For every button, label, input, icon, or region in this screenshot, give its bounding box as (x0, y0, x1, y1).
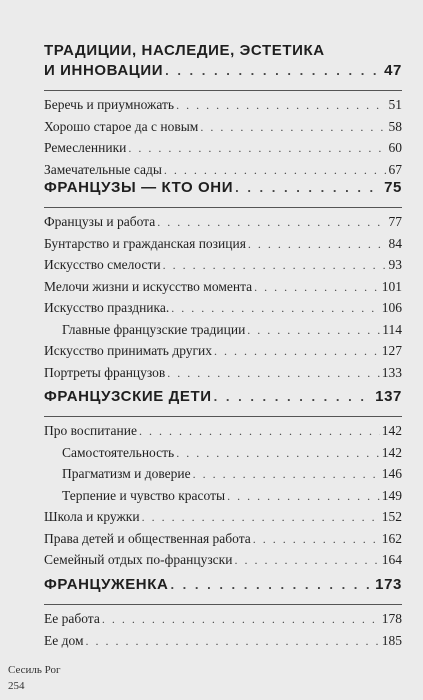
leader-dots (167, 366, 379, 381)
entry-page: 133 (381, 364, 402, 380)
toc-entry[interactable] (44, 300, 402, 322)
entry-page: 114 (382, 321, 402, 337)
leader-dots (214, 344, 380, 359)
entry-page: 84 (388, 235, 402, 251)
entry-page: 106 (381, 300, 402, 315)
toc-entry[interactable] (44, 236, 402, 258)
leader-dots (227, 489, 380, 504)
toc-entry[interactable] (44, 343, 402, 365)
leader-dots (102, 612, 380, 627)
entry-title: Ремесленники (44, 140, 127, 155)
leader-dots (193, 467, 380, 482)
entry-title: Мелочи жизни и искусство момента (44, 278, 253, 294)
section-heading-row[interactable] (44, 388, 402, 410)
leader-dots (163, 258, 387, 273)
entry-title: Искусство смелости (44, 257, 161, 272)
toc-entry[interactable] (44, 509, 402, 531)
leader-dots (170, 577, 373, 592)
entry-title: Школа и кружки (44, 509, 140, 524)
entry-title: Французы и работа (44, 214, 156, 229)
toc-entry[interactable] (44, 279, 402, 301)
section-heading-row[interactable] (44, 62, 402, 84)
entry-title: Искусство праздника. (44, 300, 170, 315)
leader-dots (157, 215, 386, 230)
leader-dots (247, 323, 380, 338)
section-page: 75 (384, 179, 402, 196)
entry-page: 149 (381, 487, 402, 503)
leader-dots (86, 634, 380, 649)
toc-subentry[interactable] (44, 445, 402, 467)
leader-dots (214, 389, 374, 404)
toc-entry[interactable] (44, 611, 402, 633)
leader-dots (200, 120, 386, 135)
entry-title: Самостоятельность (62, 444, 175, 460)
entry-page: 142 (381, 423, 402, 438)
entry-page: 142 (381, 444, 402, 460)
leader-dots (248, 237, 387, 252)
section-page: 137 (375, 388, 402, 405)
entry-title: Ее дом (44, 632, 84, 648)
entry-title: Терпение и чувство красоты (62, 487, 226, 503)
entry-page: 93 (388, 257, 402, 272)
toc-section (44, 576, 402, 654)
running-footer-author: Сесиль Рог (8, 664, 61, 676)
leader-dots (165, 63, 382, 78)
entry-page: 51 (388, 97, 402, 112)
section-heading: ФРАНЦУЖЕНКА (44, 576, 169, 593)
entry-page: 77 (388, 214, 402, 229)
entry-title: Главные французские традиции (62, 321, 246, 337)
entry-title: Беречь и приумножать (44, 97, 175, 112)
entry-page: 101 (381, 278, 402, 294)
toc-entry[interactable] (44, 119, 402, 141)
entry-page: 185 (381, 632, 402, 648)
toc-section (44, 388, 402, 574)
toc-subentry[interactable] (44, 466, 402, 488)
entry-title: Хорошо старое да с новым (44, 118, 199, 134)
toc-entry[interactable] (44, 140, 402, 162)
entry-page: 146 (381, 466, 402, 481)
leader-dots (235, 180, 382, 195)
toc-subentry[interactable] (44, 488, 402, 510)
section-page: 47 (384, 62, 402, 79)
toc-entry[interactable] (44, 97, 402, 119)
section-heading-cont: И ИННОВАЦИИ (44, 62, 164, 79)
entry-title: Бунтарство и гражданская позиция (44, 235, 246, 251)
leader-dots (139, 424, 380, 439)
leader-dots (142, 510, 380, 525)
entry-page: 164 (381, 552, 402, 567)
leader-dots (176, 98, 386, 113)
leader-dots (234, 553, 379, 568)
entry-page: 162 (381, 530, 402, 546)
section-heading-row[interactable] (44, 576, 402, 598)
toc-section (44, 40, 402, 183)
entry-title: Искусство принимать других (44, 343, 213, 358)
toc-entry[interactable] (44, 423, 402, 445)
entry-page: 178 (381, 611, 402, 626)
toc-entry[interactable] (44, 365, 402, 387)
toc-entry[interactable] (44, 633, 402, 655)
entry-title: Портреты французов (44, 364, 166, 380)
toc-entry[interactable] (44, 257, 402, 279)
entry-title: Прагматизм и доверие (62, 466, 191, 481)
entry-title: Про воспитание (44, 423, 137, 438)
leader-dots (254, 280, 380, 295)
leader-dots (128, 141, 386, 156)
toc-entry[interactable] (44, 531, 402, 553)
section-heading-row[interactable] (44, 179, 402, 201)
entry-page: 152 (381, 509, 402, 524)
toc-subentry[interactable] (44, 322, 402, 344)
section-heading: ФРАНЦУЗСКИЕ ДЕТИ (44, 388, 212, 405)
entry-title: Права детей и общественная работа (44, 530, 251, 546)
leader-dots (171, 301, 380, 316)
page-number: 254 (8, 680, 25, 692)
entry-page: 127 (381, 343, 402, 358)
entry-title: Семейный отдых по-французски (44, 552, 233, 567)
toc-section (44, 179, 402, 386)
leader-dots (164, 163, 387, 178)
entry-page: 67 (388, 161, 402, 177)
entry-page: 60 (388, 140, 402, 155)
entry-title: Ее работа (44, 611, 100, 626)
section-heading: ТРАДИЦИИ, НАСЛЕДИЕ, ЭСТЕТИКА (44, 42, 325, 59)
section-heading: ФРАНЦУЗЫ — КТО ОНИ (44, 179, 234, 196)
toc-entry[interactable] (44, 214, 402, 236)
leader-dots (253, 532, 380, 547)
toc-entry[interactable] (44, 552, 402, 574)
leader-dots (176, 446, 380, 461)
section-page: 173 (375, 576, 402, 593)
entry-page: 58 (388, 118, 402, 134)
entry-title: Замечательные сады (44, 161, 162, 177)
